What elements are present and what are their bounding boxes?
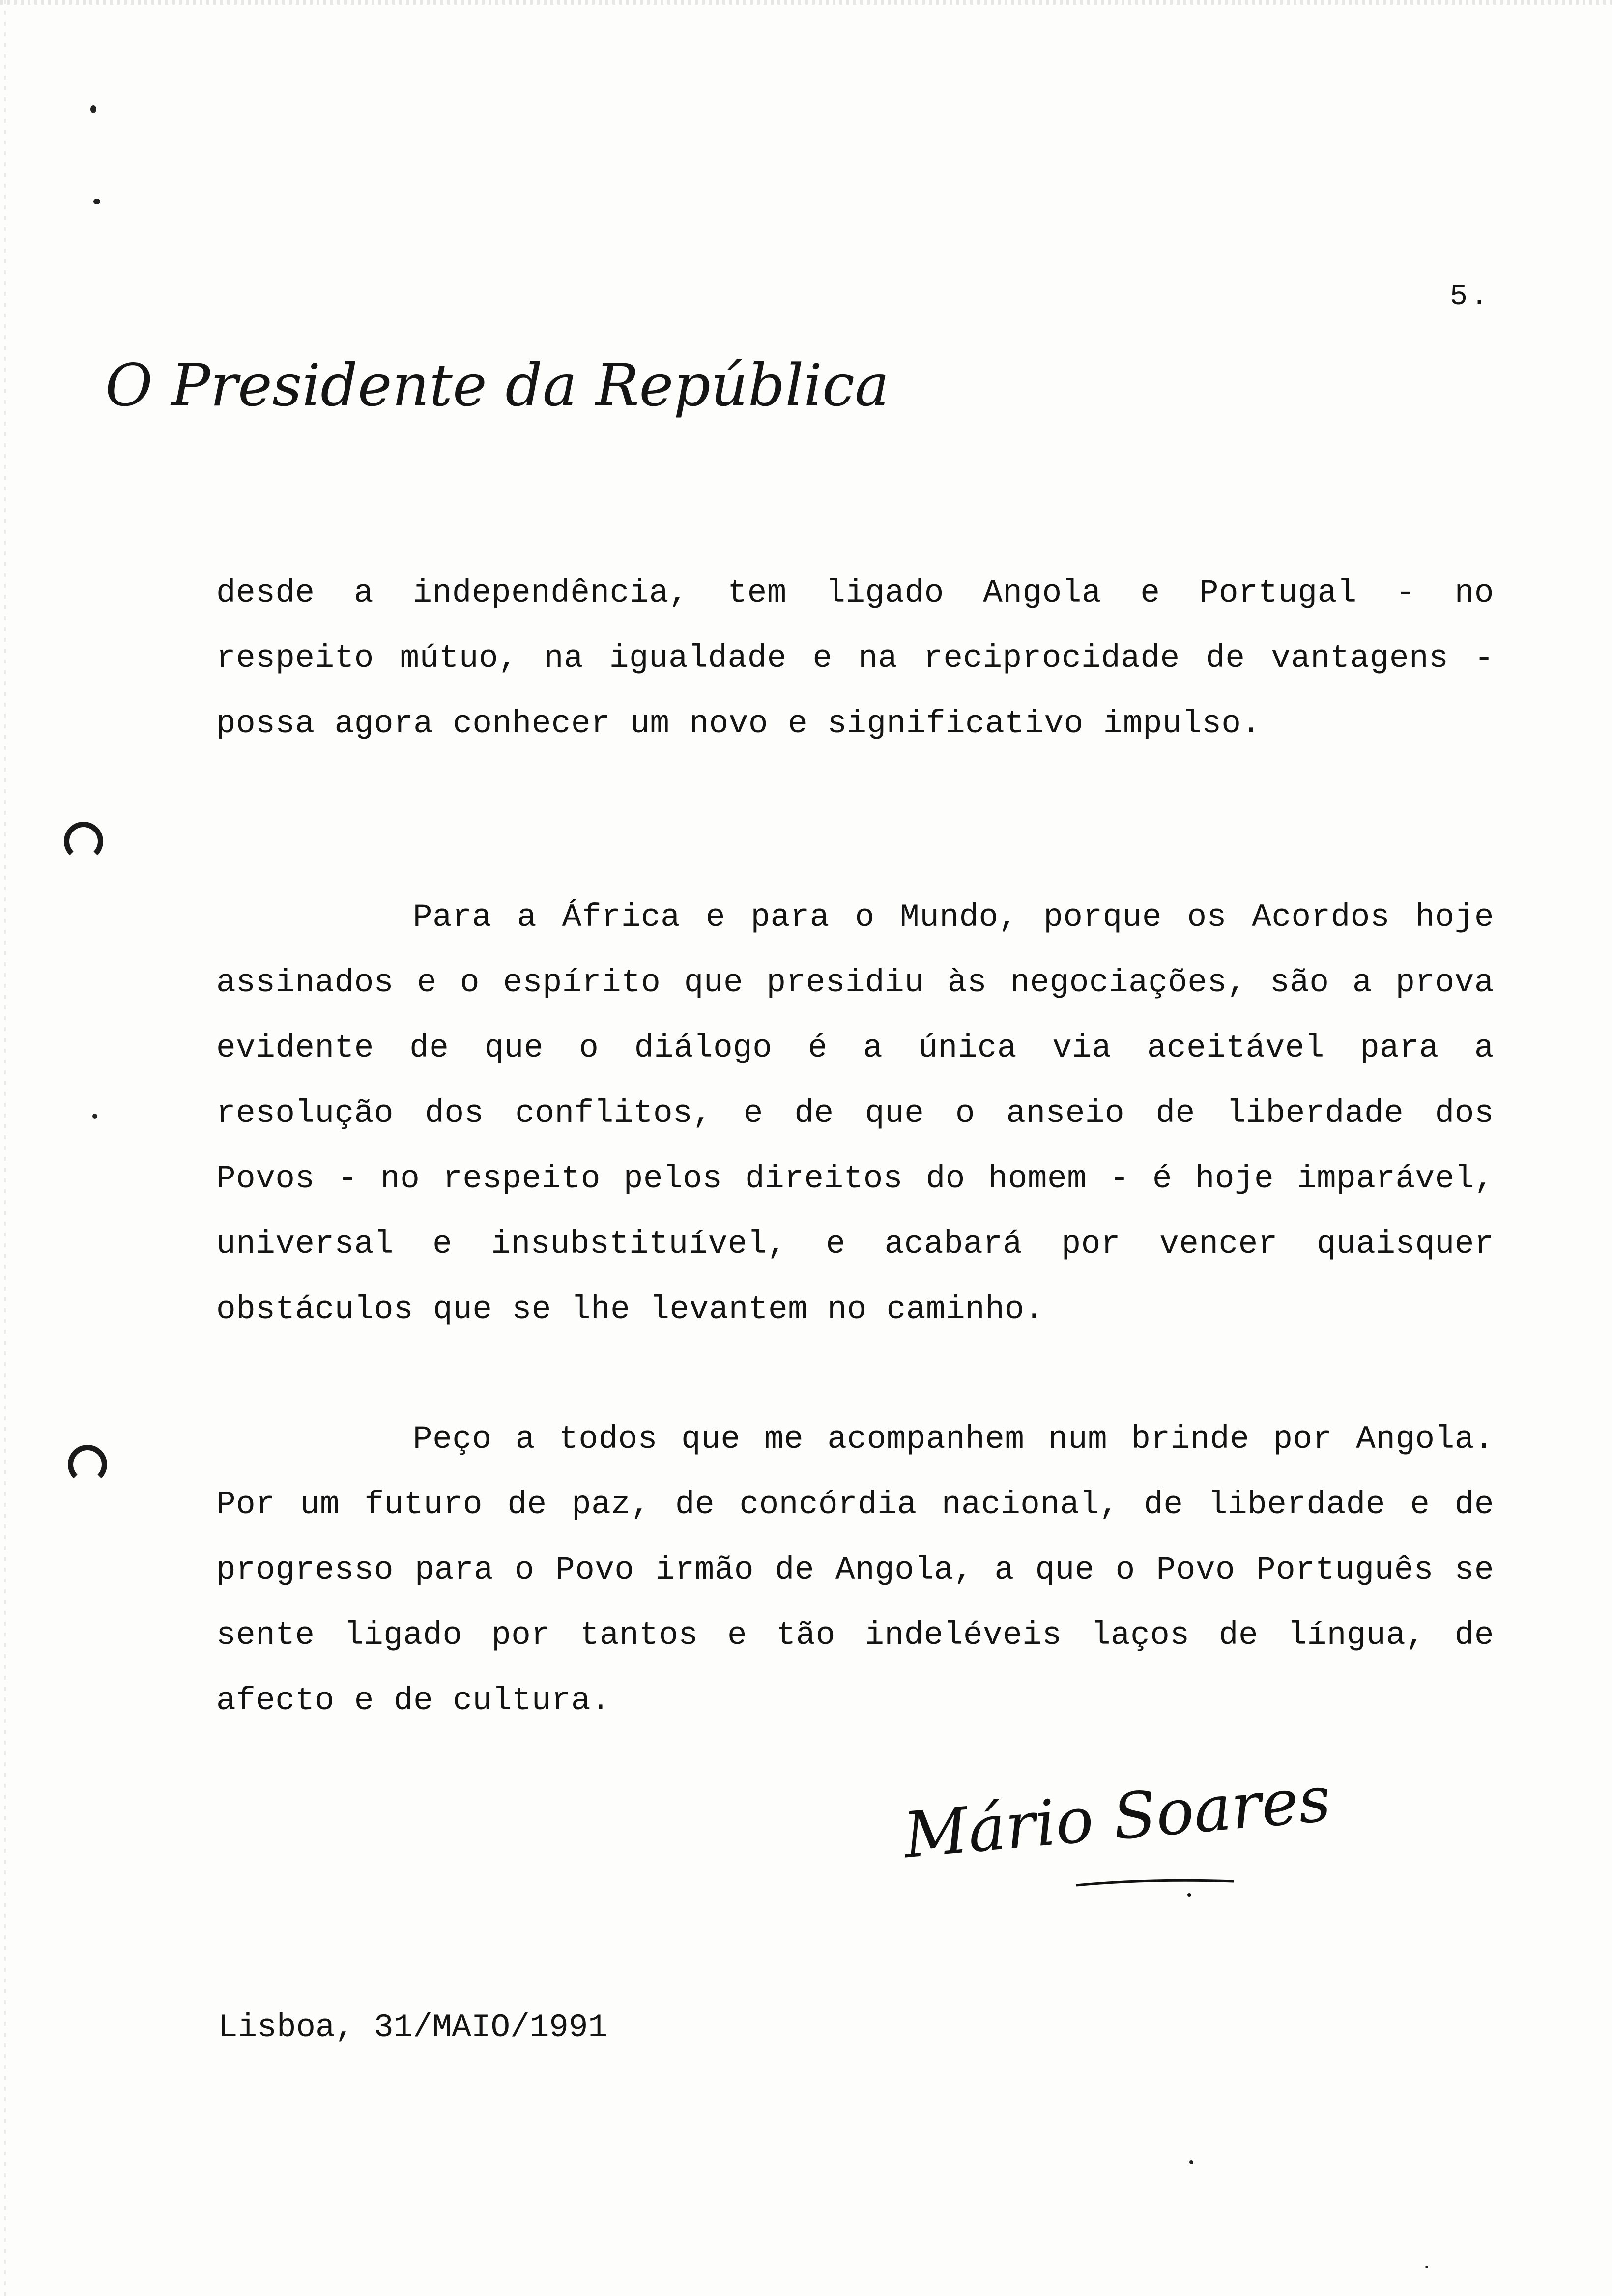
signature-drawing xyxy=(894,1750,1334,1917)
scan-speck xyxy=(90,105,96,113)
scan-speck xyxy=(92,1114,97,1119)
paragraph-text: Para a África e para o Mundo, porque os Acordos hoje assinados e o espírito que presidiu às negociações, são a prova evidente de que o diálogo é a única via aceitável para a resolução dos conflitos, e de que o anseio de liberdade dos Povos - no respeito pelos direitos do homem - é hoje imparável, universal e insubstituível, e acabará por vencer quaisquer obstáculos que se lhe levantem no caminho. xyxy=(216,899,1494,1328)
scan-speck xyxy=(93,199,100,204)
paragraph-3 xyxy=(216,1406,1494,1733)
punch-hole-upper xyxy=(64,822,103,861)
page-number: 5. xyxy=(1450,280,1492,314)
paragraph-2 xyxy=(216,885,1494,1342)
signature-underline xyxy=(1076,1880,1234,1885)
scan-top-edge xyxy=(0,0,1612,5)
signature-text: Mário Soares xyxy=(900,1762,1334,1873)
letterhead xyxy=(98,344,890,432)
scan-left-edge xyxy=(4,0,6,2296)
signature-dot xyxy=(1187,1893,1191,1897)
scan-speck xyxy=(1189,2160,1193,2164)
scan-speck xyxy=(1425,2266,1428,2268)
signature xyxy=(894,1750,1334,1917)
paragraph-1 xyxy=(216,560,1494,756)
punch-hole-lower xyxy=(68,1445,107,1484)
date-line: Lisboa, 31/MAIO/1991 xyxy=(218,2009,608,2046)
letterhead-text: O Presidente da República xyxy=(105,351,890,419)
paragraph-text: Peço a todos que me acompanhem num brinde por Angola. Por um futuro de paz, de concórdia nacional, de liberdade e de progresso para o Povo irmão de Angola, a que o Povo Português se sente ligado por tantos e tão indeléveis laços de língua, de afecto e de cultura. xyxy=(216,1421,1494,1719)
letterhead-script xyxy=(98,344,890,432)
paragraph-text: desde a independência, tem ligado Angola e Portugal - no respeito mútuo, na igualdade e na reciprocidade de vantagens - possa agora conhecer um novo e significativo impulso. xyxy=(216,574,1494,742)
